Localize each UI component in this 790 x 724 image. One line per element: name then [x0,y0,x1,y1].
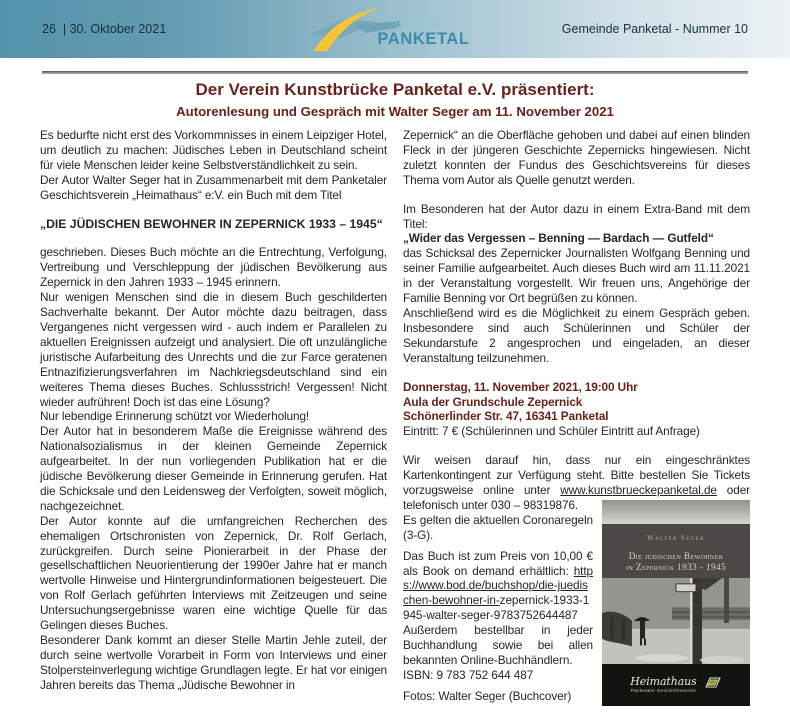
publisher-pages-icon [702,675,722,695]
logo-wordmark [377,19,469,48]
logo-gemeinde-text: Gemeinde [394,18,446,31]
book-cover-title-band [602,524,750,578]
extra-band-title: „Wider das Vergessen – Benning — Bardach — Gutfeld“ [403,231,714,246]
issue-info: Gemeinde Panketal - Nummer 10 [561,22,748,36]
logo-panketal-text: PANKETAL [377,29,470,48]
tickets-text-before: Wir weisen darauf hin, dass nur ein eingeschränktes Kartenkontingent zur Verfügung steht. Bitte bestellen Sie Tickets vorzugsweise online unter [403,453,750,498]
paragraph: Nur wenigen Menschen sind die in diesem Buch geschilderten Sachverhalte bekannt. Der Autor möchte dazu beitragen, dass Vergangenes nicht vergessen wird - auch indem er Parallelen zu aktuellen Ereignissen aufzeigt und analysiert. Die oft unzulängliche juristische Aufarbeitung des Unrechts und die zur Farce geratenen Entnazifizierungsverfahren im Nachkriegsdeutschland sind ein weiteres Thema dieses Buches. Schlussstrich! Vergessen! Nicht wieder aufrühren! Doch ist das eine Lösung? [40,290,387,409]
gemeinde-panketal-logo [307,7,469,51]
paragraph: geschrieben. Dieses Buch möchte an die Entrechtung, Verfolgung, Vertreibung und Verschleppung der jüdischen Bevölkerung aus Zepernick in den Jahren 1933 – 1945 erinnern. [40,245,387,290]
left-column [40,128,387,711]
tickets-text-after: oder telefonisch unter 030 – 98319876. [403,483,750,512]
book-cover-title-line1: Die jüdischen Bewohner [628,550,724,561]
paragraph: das Schicksal des Zepernicker Journalisten Wolfgang Benning und seiner Familie aufgearbeitet. Auch dieses Buch wird am 11.11.2021 in der Veranstaltung vorgestellt. Wir freuen uns, Angehörige der Familie Benning vor Ort begrüßen zu können. [403,246,750,306]
paragraph: Im Besonderen hat der Autor dazu in einem Extra-Band mit dem Titel: [403,201,750,231]
paragraph: Nur lebendige Erinnerung schützt vor Wiederholung! [40,409,310,424]
event-venue: Aula der Grundschule Zepernick [403,394,583,409]
event-admission: Eintritt: 7 € (Schülerinnen und Schüler Eintritt auf Anfrage) [403,424,700,439]
paragraph: Der Autor Walter Seger hat in Zusammenarbeit mit dem Panketaler Geschichtsverein „Heimathaus“ e:V. ein Buch mit dem Titel [40,172,387,202]
book-title-heading: „DIE JÜDISCHEN BEWOHNER IN ZEPERNICK 1933 – 1945“ [40,216,383,231]
book-cover-image [602,500,750,706]
bod-shop-link[interactable]: https://www.bod.de/buchshop/die-juedischen-bewohner-in- [403,563,593,608]
right-column [403,128,750,711]
paragraph: Es bedurfte nicht erst des Vorkommnisses in einem Leipziger Hotel, um deutlich zu machen: Jüdisches Leben in Deutschland scheint für viele Menschen leider keine Selbstverständlichkeit zu sein. [40,128,387,172]
paragraph: Der Autor hat in besonderem Maße die Ereignisse während des Nationalsozialismus in der kleinen Gemeinde Zepernick aufgearbeitet. In der nun vorliegenden Publikation hat er die jüdische Bevölkerung dieser Gemeinde in Erinnerung gerufen. Hat die Schicksale und den Leidensweg der Verfolgten, soweit möglich, nachgezeichnet. [40,424,387,513]
event-details [403,380,750,440]
book-cover-winter-photo [602,578,750,664]
kunstbruecke-link[interactable]: www.kunstbrueckepanketal.de [560,483,717,498]
isbn-text: ISBN: 9 783 752 644 487 [403,667,534,682]
order-also-text: Außerdem bestellbar in jeder Buchhandlung sowie bei allen bekannten Online-Buchhändlern. [403,623,593,667]
photo-credit: Fotos: Walter Seger (Buchcover) [403,688,572,703]
event-address: Schönerlinder Str. 47, 16341 Panketal [403,409,609,424]
header-divider [42,71,748,74]
page-number-date: 26 | 30. Oktober 2021 [42,22,167,36]
publisher-logo [630,676,696,694]
article-subtitle: Autorenlesung und Gespräch mit Walter Seger am 11. November 2021 [176,104,614,119]
article-title: Der Verein Kunstbrücke Panketal e.V. präsentiert: [195,80,595,99]
book-cover-background [602,500,750,524]
bod-url-rest: zepernick-1933-1945-walter-seger-9783752644487 [403,593,590,623]
corona-rules: Es gelten die aktuellen Coronaregeln (3-G). [403,512,593,542]
book-cover-publisher-band [602,664,750,706]
publisher-script-text: Heimathaus [630,675,697,689]
paragraph: Anschließend wird es die Möglichkeit zu einem Gespräch geben. Insbesondere sind auch Schülerinnen und Schüler der Sekundarstufe 2 angesprochen und eingeladen, an dieser Veranstaltung teilzunehmen. [403,305,750,365]
book-cover-author: Walter Seger [647,533,705,542]
page-header [0,0,790,58]
paragraph: Besonderer Dank kommt an dieser Stelle Martin Jehle zuteil, der durch seine wertvolle Vorarbeit in Form von Interviews und einer Stolpersteinverlegung wichtige Grundlagen legte. Er hat vor einigen Jahren bereits das Thema „Jüdische Bewohner in [40,633,387,692]
article-body [40,128,750,711]
order-text-before: Das Buch ist zum Preis von 10,00 € als Book on demand erhältlich: [403,548,593,578]
book-cover-title-line2: in Zepernick 1933 - 1945 [626,562,726,573]
paragraph: Zepernick“ an die Oberfläche gehoben und dabei auf einen blinden Fleck in der jüngeren Geschichte Zepernicks hingewiesen. Nicht zuletzt konnten der Fundus des Geschichtsvereins für dieses Thema vom Autor als Quelle genutzt werden. [403,128,750,187]
event-date-time: Donnerstag, 11. November 2021, 19:00 Uhr [403,379,638,394]
paragraph: Der Autor konnte auf die umfangreichen Recherchen des ehemaligen Ortschronisten von Zepernick, Dr. Rolf Gerlach, zurückgreifen. Durch seine Pionierarbeit in der Phase der gesellschaftlichen Neuorientierung der 1990er Jahre hat er manch wertvolle Hinweise und Hintergrundinformationen beigesteuert. Die von Rolf Gerlach geführten Interviews mit Zeitzeugen und seine Untersuchungsergebnisse waren eine wichtige Quelle für das Gelingen dieses Buches. [40,513,387,633]
publisher-sub-text: Panketaler Geschichtsverein [630,688,697,694]
